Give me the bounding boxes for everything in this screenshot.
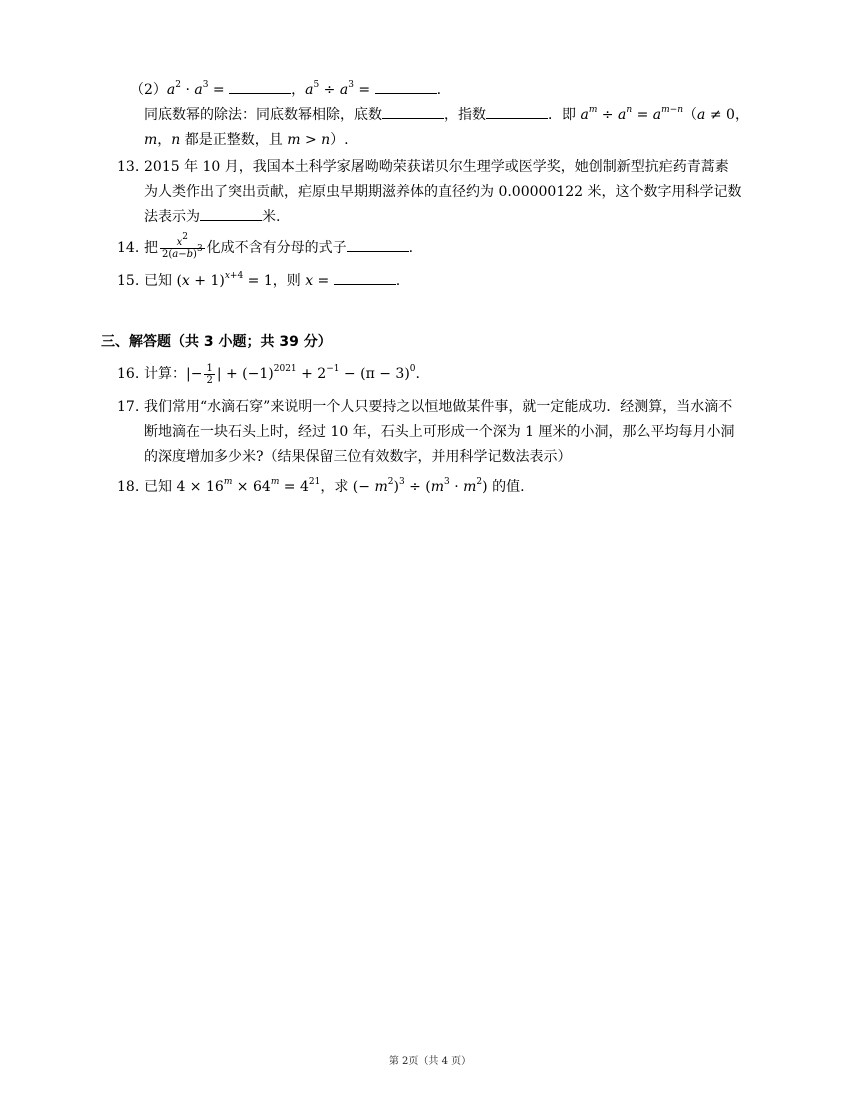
- q14-number: 14.: [117, 240, 140, 256]
- math-a2-times-a3: $a^2 \cdot a^3$ =: [166, 80, 230, 98]
- q13-number: 13.: [117, 159, 140, 175]
- answer-blank[interactable]: [347, 239, 409, 252]
- q17-line2: 断地滴在一块石头上时，经过 10 年，石头上可形成一个深为 1 厘米的小洞，那么平均每月小洞: [144, 424, 735, 440]
- q17-number: 17.: [117, 399, 140, 415]
- math-expression-q18: (− $m^2)^3 \div (m^3 \cdot m^2)$: [348, 477, 493, 495]
- q13-line1: 2015 年 10 月，我国本土科学家屠呦呦荣获诺贝尔生理学或医学奖，她创制新型抗疟药青蒿素: [144, 159, 729, 175]
- q12-part2-line: $(2)a^2 \cdot a^3$ = ，$a^5 \div a^3$ = .: [130, 80, 442, 98]
- math-x-equals: x =: [305, 273, 334, 289]
- answer-blank[interactable]: [375, 81, 437, 94]
- math-m-gt-n: m > n: [287, 132, 331, 148]
- math-division-rule: $a^m \div a^n = a^{m-n}$: [580, 105, 684, 123]
- math-expression-q16: |− $\frac{1}{2}$ | + $(-1)^{2021} + 2^{-1} - (\pi - 3)^0$: [186, 362, 416, 386]
- q17-line1: 我们常用“水滴石穿”来说明一个人只要持之以恒地做某件事，就一定能成功．经测算，当水滴不: [144, 399, 733, 415]
- answer-blank[interactable]: [334, 272, 396, 285]
- q12-division-line1: 同底数幂的除法：同底数幂相除，底数 ，指数 ．即 $a^m \div a^n = a^{m-n}(a \ne 0$，: [144, 105, 749, 123]
- math-x-plus-1-power: $(x + 1)^{x+4} = 1$: [172, 271, 273, 289]
- answer-blank[interactable]: [382, 106, 444, 119]
- q18-line: 已知 $4 \times 16^m \times 64^m = 4^{21}$，求 (− $m^2)^3 \div (m^3 \cdot m^2)$ 的值.: [144, 477, 525, 495]
- math-a-neq-0: a ≠ 0，: [697, 107, 749, 123]
- q15-line: 已知 $(x + 1)^{x+4} = 1$，则 x = .: [144, 271, 401, 289]
- page-footer: 第 2页（共 4 页）: [388, 1056, 472, 1067]
- q13-line2: 为人类作出了突出贡献，疟原虫早期期滋养体的直径约为 0.00000122 米，这个数字用科学记数: [144, 184, 742, 200]
- q16-number: 16.: [117, 366, 140, 382]
- answer-blank[interactable]: [200, 208, 262, 221]
- q13-line3: 法表示为 米.: [144, 209, 281, 225]
- q15-number: 15.: [117, 273, 140, 289]
- math-equation-q18: $4 \times 16^m \times 64^m = 4^{21}$: [172, 477, 321, 495]
- math-a5-div-a3: $a^5 \div a^3$ =: [305, 80, 375, 98]
- math-fraction-x2-over-2-a-b-3: $\frac{x^2}{2(a-b)^3}$: [162, 232, 203, 260]
- q16-line: 计算：|− $\frac{1}{2}$ | + $(-1)^{2021} + 2^{-1} - (\pi - 3)^0$.: [144, 362, 420, 386]
- math-m-n: m，n: [144, 132, 181, 148]
- q14-line: 把 $\frac{x^2}{2(a-b)^3}$ 化成不含有分母的式子 .: [144, 232, 414, 260]
- answer-blank[interactable]: [486, 106, 548, 119]
- section-title: 三、解答题（共 3 小题；共 39 分）: [101, 334, 332, 350]
- answer-blank[interactable]: [229, 81, 291, 94]
- q17-line3: 的深度增加多少米?（结果保留三位有效数字，并用科学记数法表示）: [144, 449, 572, 465]
- q12-division-line2: m，n 都是正整数，且 m > n）.: [144, 132, 349, 148]
- q18-number: 18.: [117, 479, 140, 495]
- q12-part2-label: （2）: [130, 82, 167, 98]
